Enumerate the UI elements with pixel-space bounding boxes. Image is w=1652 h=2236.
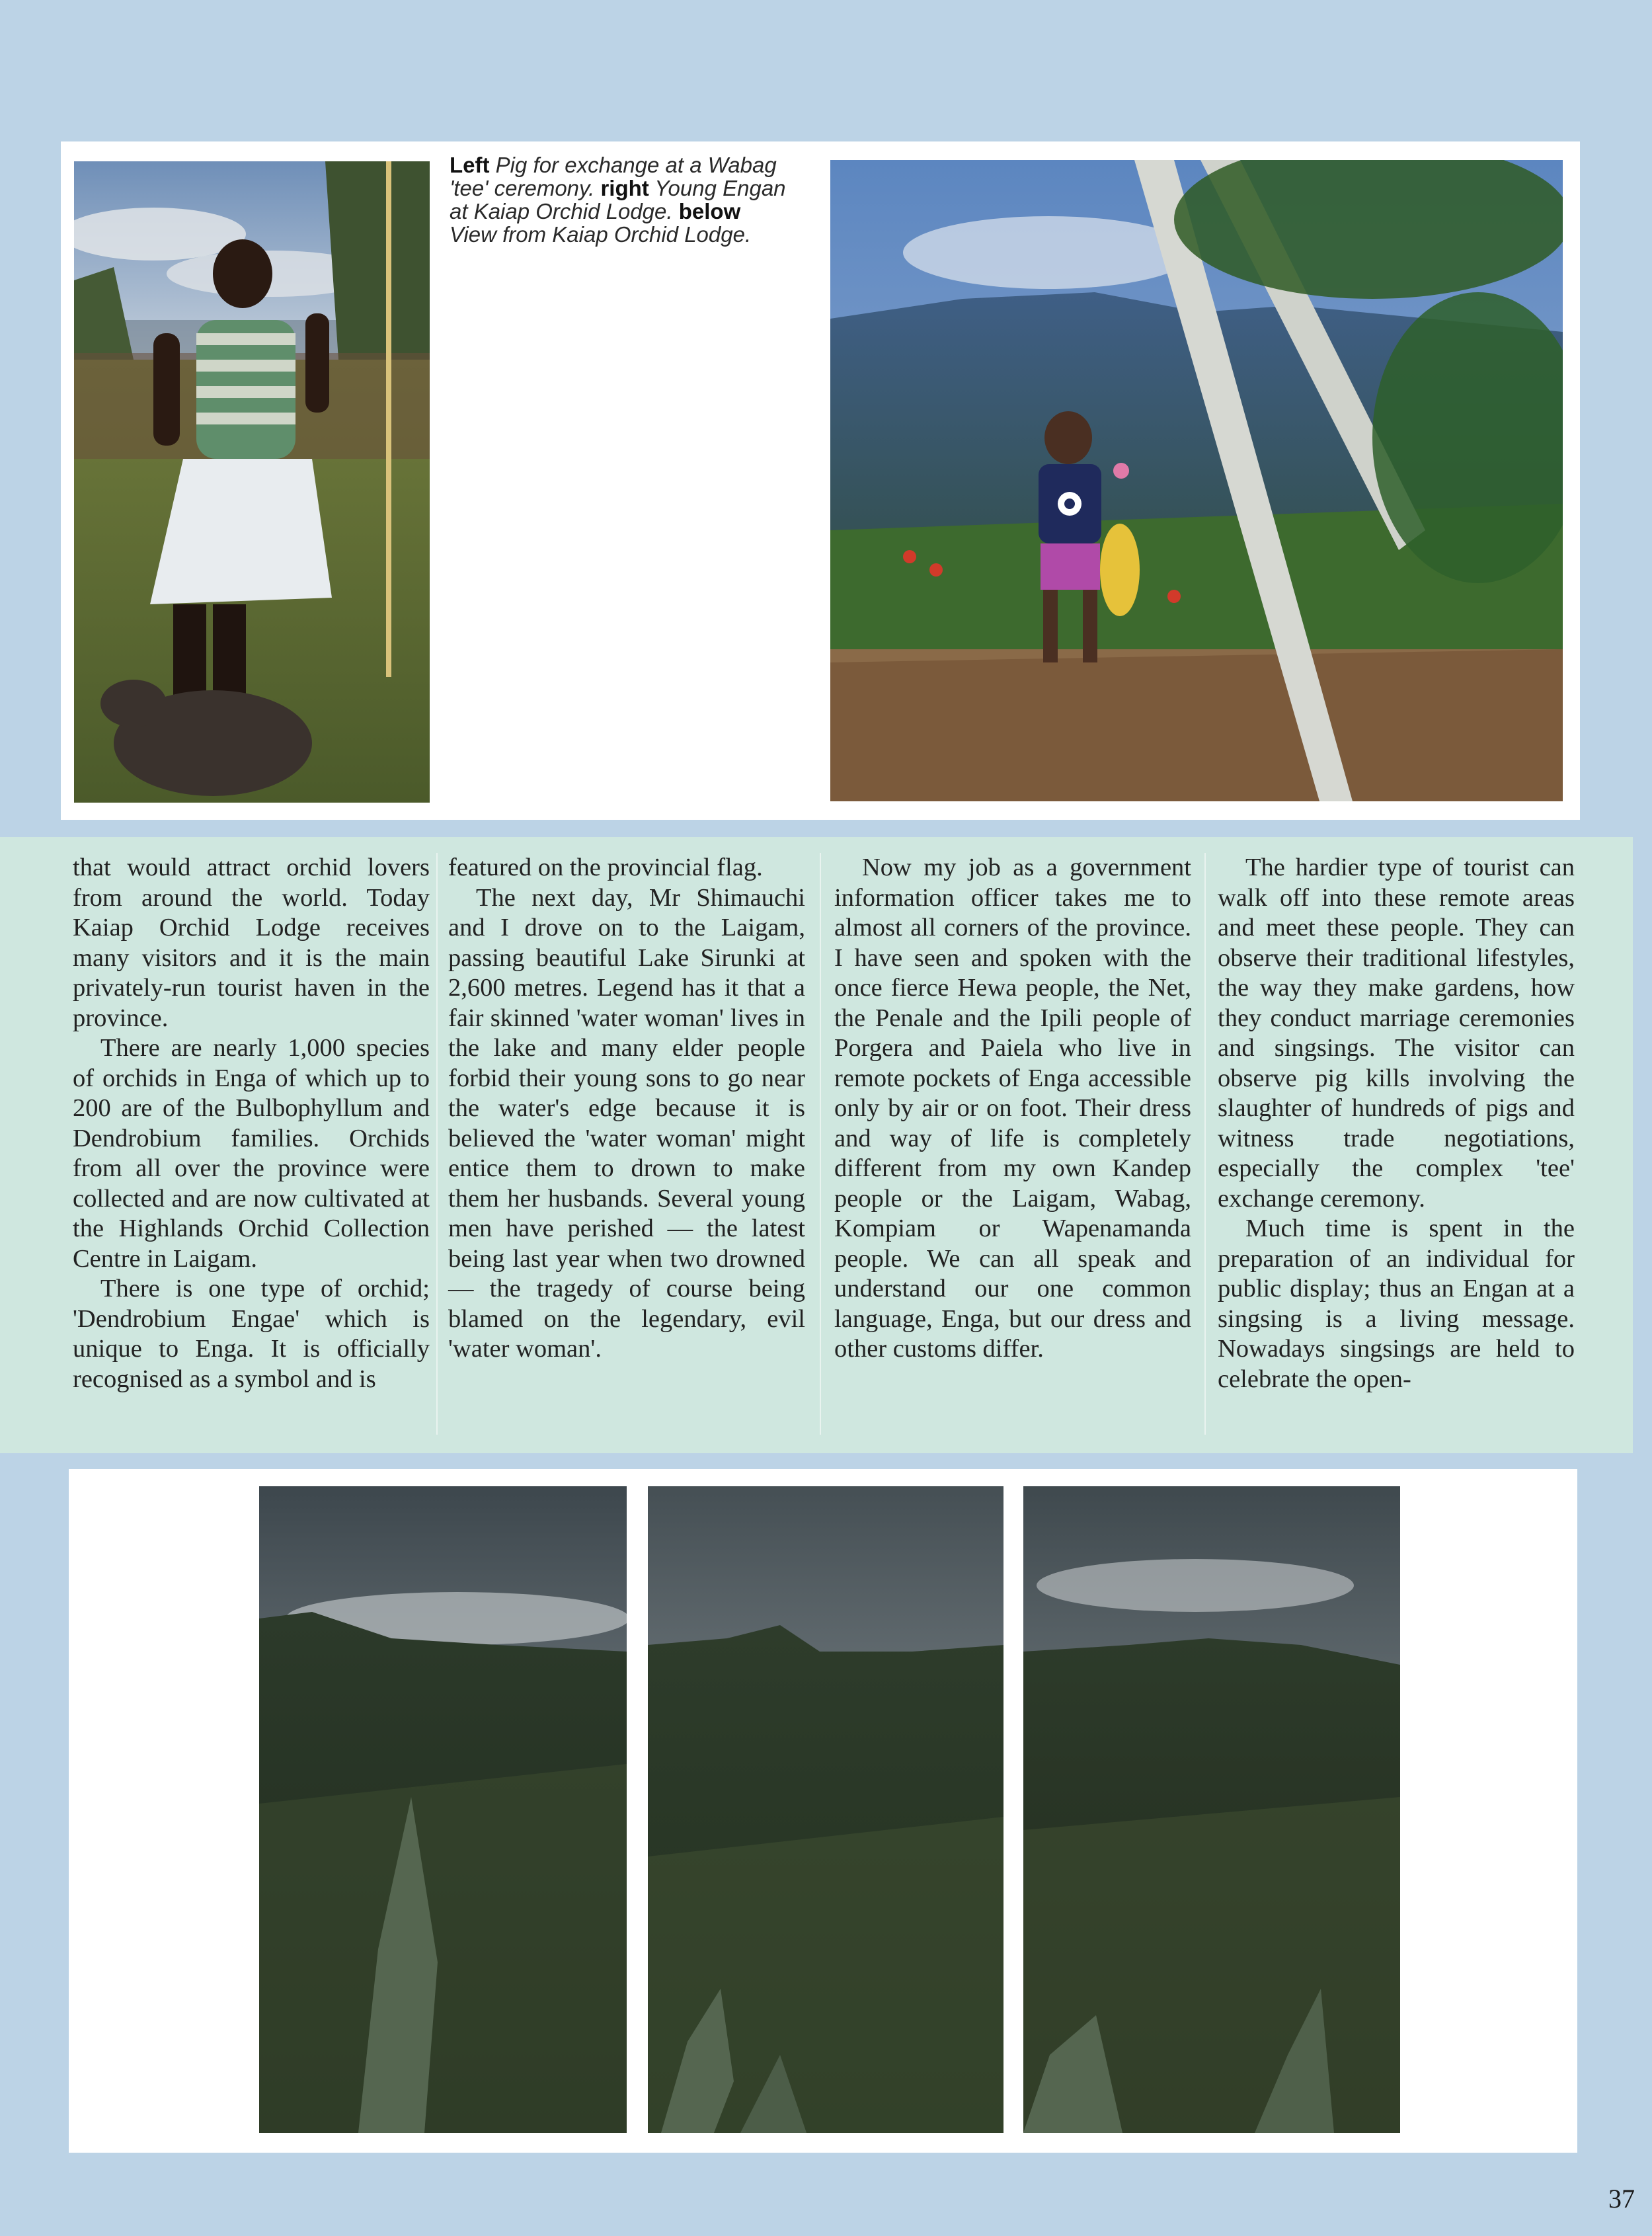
paragraph: Now my job as a government information officer takes me to almost all corners of the province. I have seen and spoken with the once fierce Hewa people, the Net, the Penale and the Ipili people of Porgera and Paiela who live in remote pockets of Enga accessible only by air or on foot. Their dress and way of life is completely different from my own Kandep people or the Laigam, Wabag, Kompiam or Wapenamanda people. We can all speak and understand our one common language, Enga, but our dress and other customs differ. [834,854,1191,1363]
paragraph: Much time is spent in the preparation of an individual for public display; thus an Engan at a singsing is a living message. Nowadays singsings are held to celebrate the open- [1218,1215,1575,1393]
caption-right-label: right [600,176,649,200]
photo-view-right [1023,1486,1400,2133]
caption-below-text: View from Kaiap Orchid Lodge. [450,222,752,247]
column-divider [1204,853,1206,1435]
column-divider [436,853,438,1435]
photo-pig-exchange [74,161,430,803]
photo-view-left [259,1486,627,2133]
paragraph: There is one type of orchid; 'Dendrobium Engae' which is unique to Enga. It is officially recognised as a symbol and is [73,1275,430,1393]
paragraph: The hardier type of tourist can walk off into these remote areas and meet these people. They can observe their traditional lifestyles, the way they make gardens, how they conduct marriage ceremonies and singsings. The visitor can observe pig kills involving the slaughter of hundreds of pigs and witness trade negotiations, especially the complex 'tee' exchange ceremony. [1218,854,1575,1213]
paragraph: that would attract orchid lovers from around the world. Today Kaiap Orchid Lodge receives many visitors and it is the main privately-run tourist haven in the province. [73,854,430,1032]
paragraph: The next day, Mr Shimauchi and I drove on to the Laigam, passing beautiful Lake Sirunki at 2,600 metres. Legend has it that a fair skinned 'water woman' lives in the lake and many elder people forbid their young sons to go near the water's edge because it is believed the 'water woman' might entice them to drown to make them her husbands. Several young men have perished — the latest being last year when two drowned — the tragedy of course being blamed on the legendary, evil 'water woman'. [448,883,805,1363]
article-column-4 [1218,853,1575,1394]
photo-view-center [648,1486,1003,2133]
caption-left-text: Pig for exchange at a Wabag 'tee' ceremony. [450,153,777,200]
article-column-1 [73,853,430,1394]
paragraph: There are nearly 1,000 species of orchids in Enga of which up to 200 are of the Bulbophyllum and Dendrobium families. Orchids from all over the province were collected and are now cultivated at the Highlands Orchid Collection Centre in Laigam. [73,1034,430,1273]
caption-right-text: Young Engan at Kaiap Orchid Lodge. [450,176,786,223]
caption-below-label: below [678,199,741,223]
article-column-2 [448,853,805,1365]
photo-young-engan [830,160,1563,801]
article-column-3 [834,853,1191,1365]
caption-left-label: Left [450,153,490,177]
column-divider [820,853,821,1435]
photo-caption [450,153,793,246]
paragraph: featured on the provincial flag. [448,854,763,881]
page-number: 37 [1608,2184,1635,2214]
